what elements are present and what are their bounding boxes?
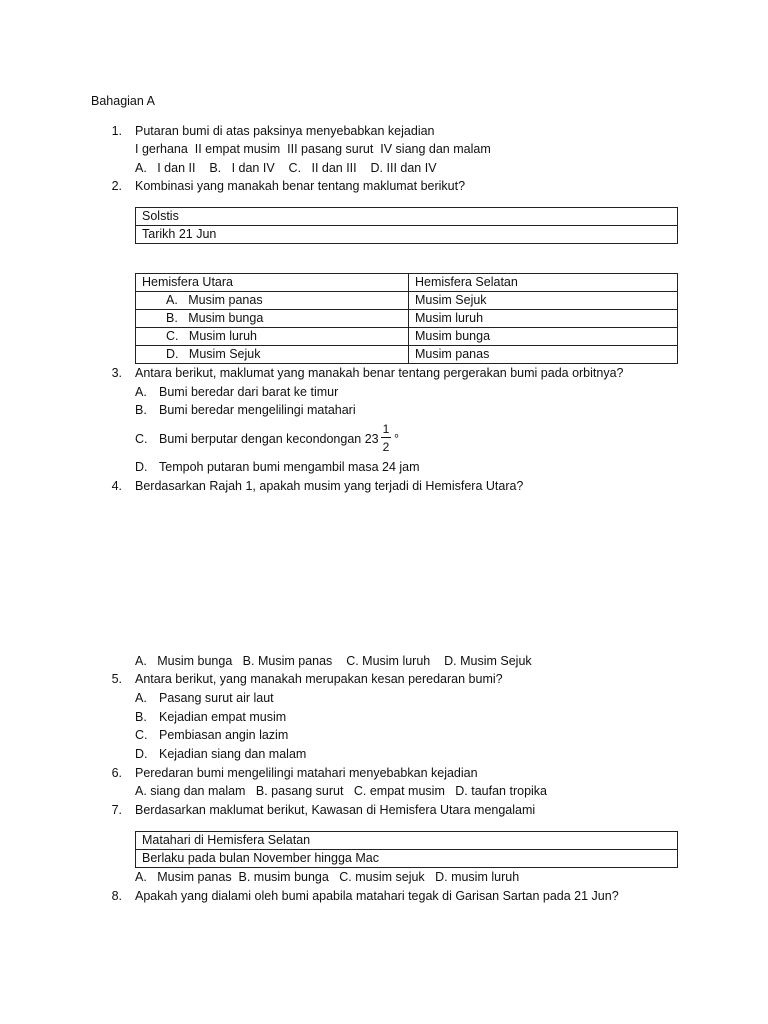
q3-option-a-text: Bumi beredar dari barat ke timur bbox=[159, 385, 339, 399]
question-1-number: 1. bbox=[111, 124, 122, 138]
row-north bbox=[136, 310, 409, 328]
question-2-number: 2. bbox=[111, 179, 122, 193]
q3-option-d-letter: D. bbox=[135, 460, 148, 474]
q3-option-c-text: Bumi berputar dengan kecondongan 23 bbox=[159, 432, 379, 446]
row-north-value: Musim panas bbox=[188, 293, 263, 307]
question-3-number: 3. bbox=[111, 366, 122, 380]
question-1-text: Putaran bumi di atas paksinya menyebabkan kejadian bbox=[135, 124, 435, 138]
header-south: Hemisfera Selatan bbox=[409, 274, 678, 292]
table-row bbox=[136, 346, 678, 364]
q3-option-b-letter: B. bbox=[135, 403, 147, 417]
row-south: Musim luruh bbox=[409, 310, 678, 328]
q5-option-a-text: Pasang surut air laut bbox=[159, 691, 274, 705]
q5-option-b-letter: B. bbox=[135, 710, 147, 724]
q5-option-d-letter: D. bbox=[135, 747, 148, 761]
question-1-items: I gerhana II empat musim III pasang surut IV siang dan malam bbox=[135, 142, 491, 156]
table-header-row bbox=[136, 274, 678, 292]
question-7-text: Berdasarkan maklumat berikut, Kawasan di Hemisfera Utara mengalami bbox=[135, 803, 536, 817]
table-row bbox=[136, 328, 678, 346]
question-7-number: 7. bbox=[111, 803, 122, 817]
hemisphere-table bbox=[135, 273, 678, 364]
header-north: Hemisfera Utara bbox=[136, 274, 409, 292]
row-letter: D. bbox=[166, 347, 179, 361]
table-row bbox=[136, 292, 678, 310]
fraction-numerator: 1 bbox=[382, 422, 390, 436]
q3-option-a-letter: A. bbox=[135, 385, 147, 399]
row-letter: C. bbox=[166, 329, 179, 343]
question-6-options: A. siang dan malam B. pasang surut C. empat musim D. taufan tropika bbox=[135, 784, 547, 798]
row-south: Musim Sejuk bbox=[409, 292, 678, 310]
q5-option-c-letter: C. bbox=[135, 728, 148, 742]
question-4-number: 4. bbox=[111, 479, 122, 493]
question-4-text: Berdasarkan Rajah 1, apakah musim yang terjadi di Hemisfera Utara? bbox=[135, 479, 524, 493]
question-8-text: Apakah yang dialami oleh bumi apabila matahari tegak di Garisan Sartan pada 21 Jun? bbox=[135, 889, 619, 903]
info-sun-position: Matahari di Hemisfera Selatan bbox=[136, 832, 678, 850]
question-5-number: 5. bbox=[111, 672, 122, 686]
q3-option-d-text: Tempoh putaran bumi mengambil masa 24 jam bbox=[159, 460, 420, 474]
row-north bbox=[136, 292, 409, 310]
row-north-value: Musim luruh bbox=[188, 329, 257, 343]
table-row bbox=[136, 310, 678, 328]
question-7-info-box bbox=[135, 831, 678, 868]
row-south: Musim bunga bbox=[409, 328, 678, 346]
question-3-text: Antara berikut, maklumat yang manakah benar tentang pergerakan bumi pada orbitnya? bbox=[135, 366, 624, 380]
q5-option-b-text: Kejadian empat musim bbox=[159, 710, 287, 724]
question-7-options: A. Musim panas B. musim bunga C. musim sejuk D. musim luruh bbox=[135, 870, 520, 884]
q5-option-c-text: Pembiasan angin lazim bbox=[159, 728, 289, 742]
question-5-text: Antara berikut, yang manakah merupakan kesan peredaran bumi? bbox=[135, 672, 503, 686]
row-letter: B. bbox=[166, 311, 178, 325]
question-1-options: A. I dan II B. I dan IV C. II dan III D. III dan IV bbox=[135, 161, 437, 175]
question-4-options: A. Musim bunga B. Musim panas C. Musim luruh D. Musim Sejuk bbox=[135, 654, 532, 668]
degree-symbol: ° bbox=[394, 432, 399, 446]
row-north-value: Musim bunga bbox=[188, 311, 264, 325]
q3-option-b-text: Bumi beredar mengelilingi matahari bbox=[159, 403, 356, 417]
question-6-text: Peredaran bumi mengelilingi matahari menyebabkan kejadian bbox=[135, 766, 478, 780]
question-8-number: 8. bbox=[111, 889, 122, 903]
section-heading: Bahagian A bbox=[91, 94, 155, 108]
row-south: Musim panas bbox=[409, 346, 678, 364]
fraction-bar bbox=[381, 437, 391, 438]
fraction-denominator: 2 bbox=[382, 440, 390, 454]
question-2-info-box bbox=[135, 207, 678, 244]
q3-option-c-letter: C. bbox=[135, 432, 148, 446]
info-date: Tarikh 21 Jun bbox=[136, 226, 678, 244]
info-months: Berlaku pada bulan November hingga Mac bbox=[136, 850, 678, 868]
q5-option-d-text: Kejadian siang dan malam bbox=[159, 747, 307, 761]
row-north bbox=[136, 328, 409, 346]
question-6-number: 6. bbox=[111, 766, 122, 780]
question-2-text: Kombinasi yang manakah benar tentang maklumat berikut? bbox=[135, 179, 466, 193]
row-letter: A. bbox=[166, 293, 178, 307]
row-north-value: Musim Sejuk bbox=[188, 347, 261, 361]
diagram-placeholder bbox=[135, 500, 675, 645]
info-solstice: Solstis bbox=[136, 208, 678, 226]
q5-option-a-letter: A. bbox=[135, 691, 147, 705]
row-north bbox=[136, 346, 409, 364]
